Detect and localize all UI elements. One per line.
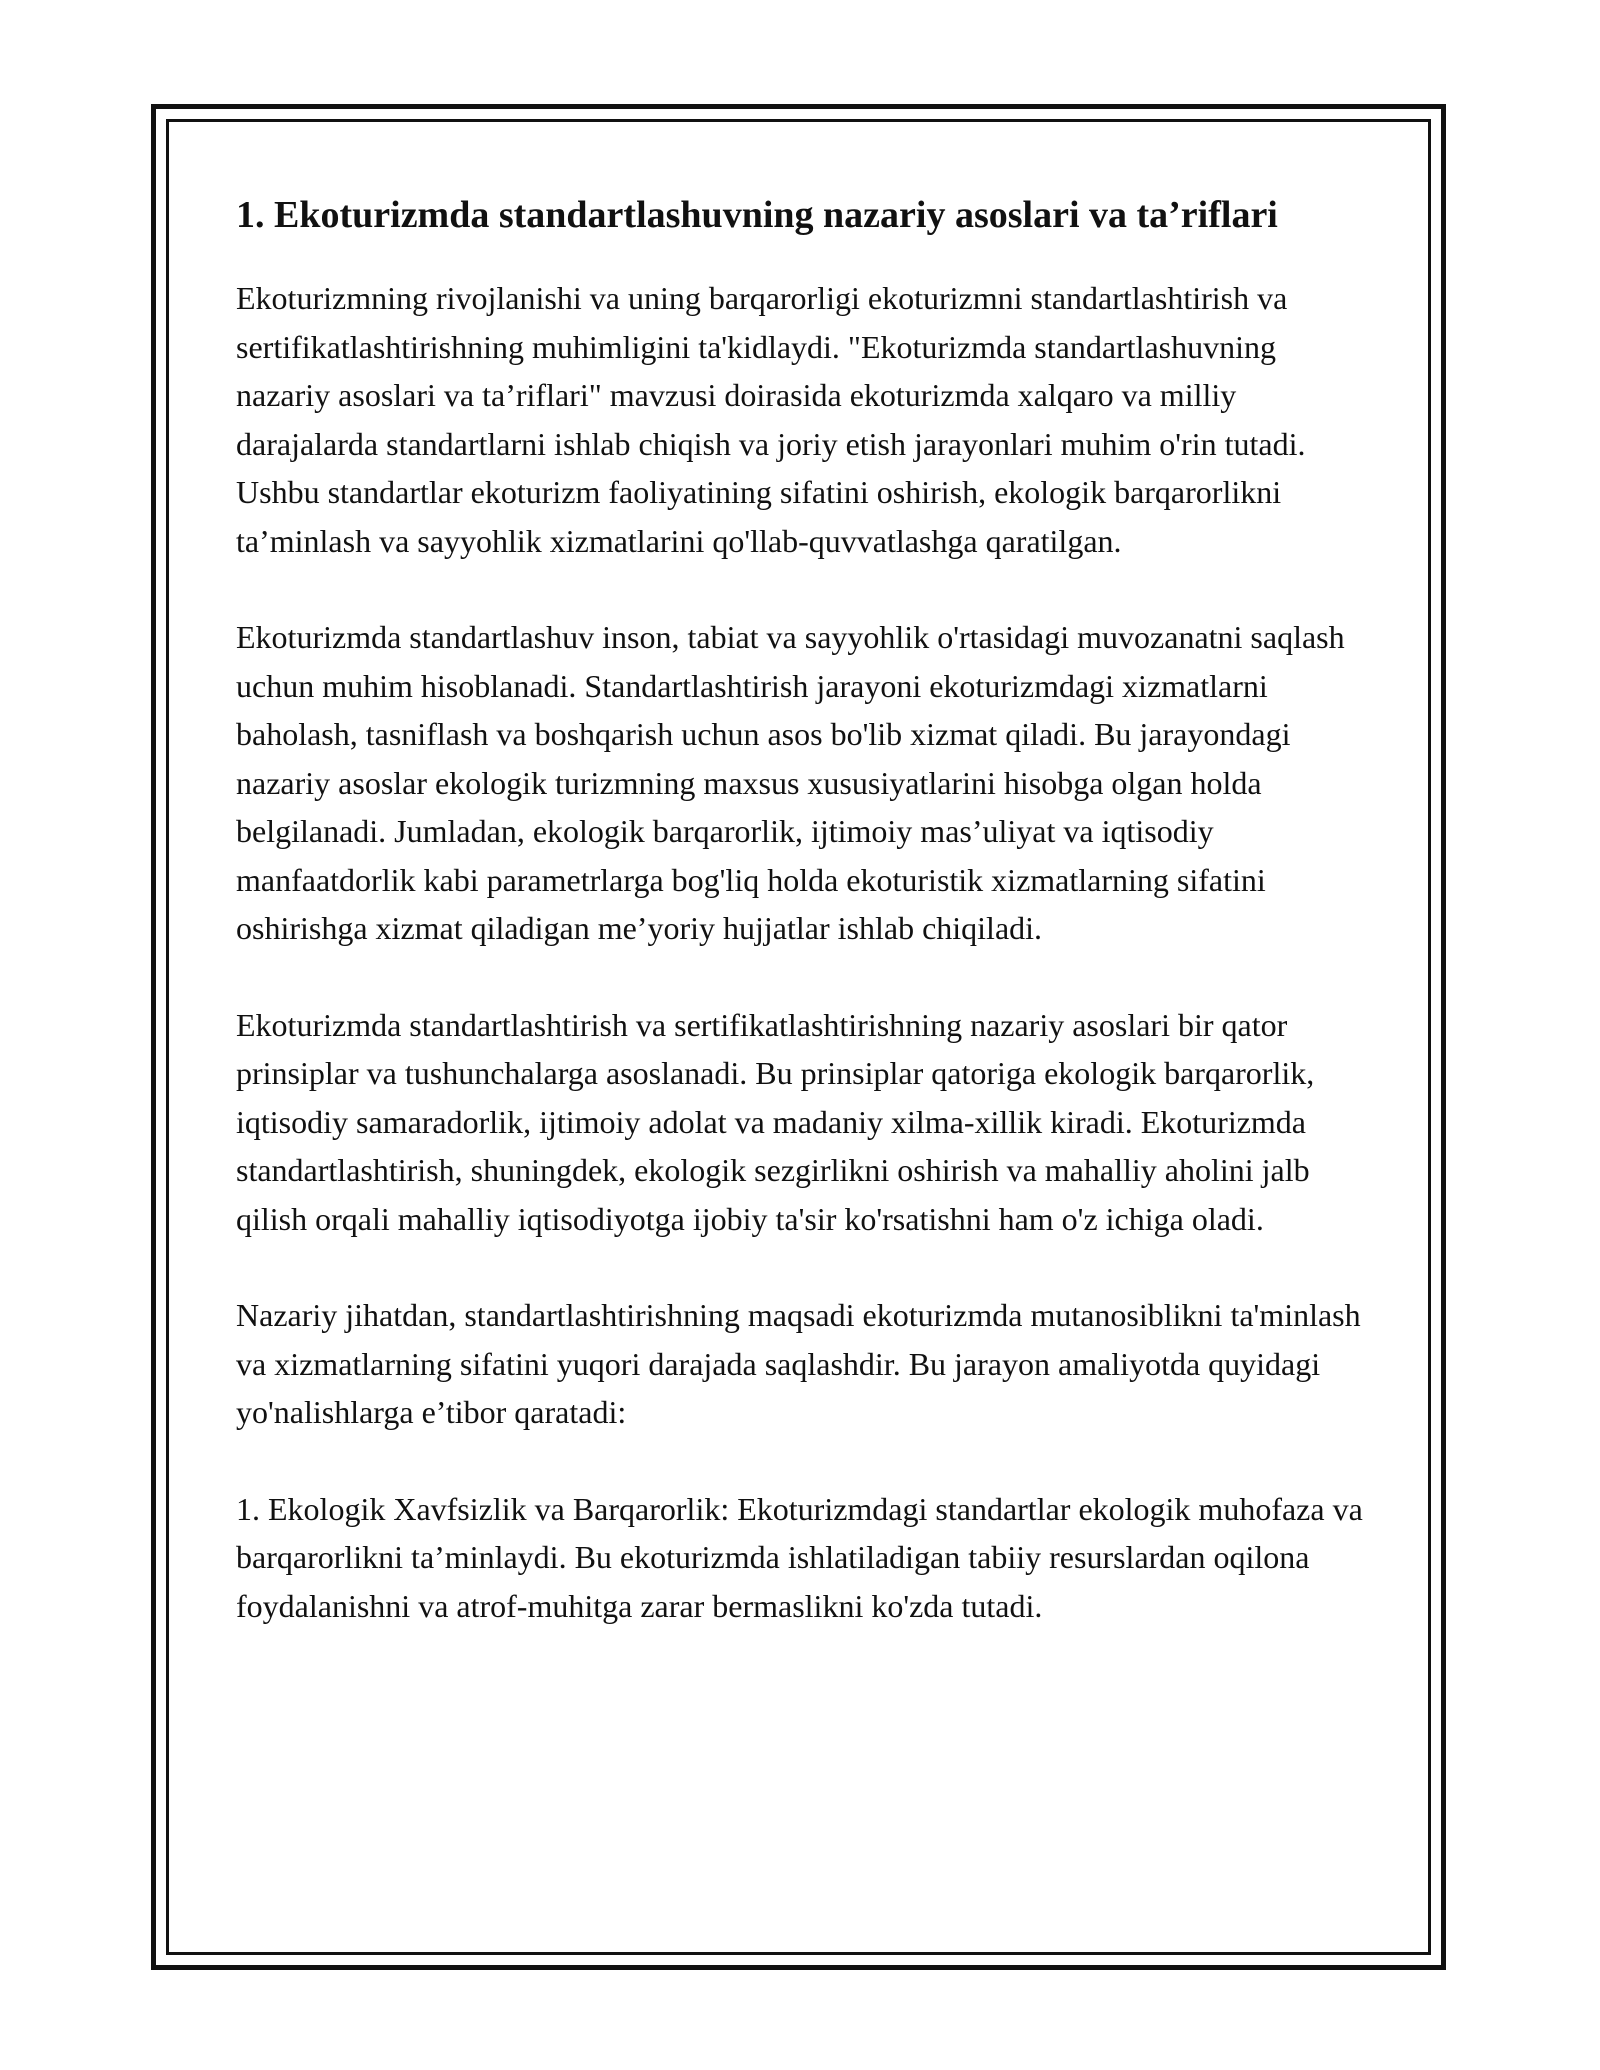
paragraph-4: Nazariy jihatdan, standartlashtirishning maqsadi ekoturizmda mutanosiblikni ta'minlash va xizmatlarning sifatini yuqori darajada saqlashdir. Bu jarayon amaliyotda quyidagi yo'nalishlarga e’tibor qaratadi: <box>236 1297 1361 1430</box>
paragraph-1: Ekoturizmning rivojlanishi va uning barqarorligi ekoturizmni standartlashtirish va sertifikatlashtirishning muhimligini ta'kidlaydi. "Ekoturizmda standartlashuvning nazariy asoslari va ta’riflari" mavzusi doirasida ekoturizmda xalqaro va milliy darajalarda standartlarni ishlab chiqish va joriy etish jarayonlari muhim o'rin tutadi. Ushbu standartlar ekoturizm faoliyatining sifatini oshirish, ekologik barqarorlikni ta’minlash va sayyohlik xizmatlarini qo'llab-quvvatlashga qaratilgan. <box>236 280 1306 559</box>
paragraph-2: Ekoturizmda standartlashuv inson, tabiat va sayyohlik o'rtasidagi muvozanatni saqlash uchun muhim hisoblanadi. Standartlashtirish jarayoni ekoturizmdagi xizmatlarni baholash, tasniflash va boshqarish uchun asos bo'lib xizmat qiladi. Bu jarayondagi nazariy asoslar ekologik turizmning maxsus xususiyatlarini hisobga olgan holda belgilanadi. Jumladan, ekologik barqarorlik, ijtimoiy mas’uliyat va iqtisodiy manfaatdorlik kabi parametrlarga bog'liq holda ekoturistik xizmatlarning sifatini oshirishga xizmat qiladigan me’yoriy hujjatlar ishlab chiqiladi. <box>236 619 1345 946</box>
section-heading: 1. Ekoturizmda standartlashuvning nazariy asoslari va ta’riflari <box>236 194 1278 236</box>
list-item-1: 1. Ekologik Xavfsizlik va Barqarorlik: Ekoturizmdagi standartlar ekologik muhofaza va barqarorlikni ta’minlaydi. Bu ekoturizmda ishlatiladigan tabiiy resurslardan oqilona foydalanishni va atrof-muhitga zarar bermaslikni ko'zda tutadi. <box>236 1490 1363 1624</box>
paragraph-3: Ekoturizmda standartlashtirish va sertifikatlashtirishning nazariy asoslari bir qator prinsiplar va tushunchalarga asoslanadi. Bu prinsiplar qatoriga ekologik barqarorlik, iqtisodiy samaradorlik, ijtimoiy adolat va madaniy xilma-xillik kiradi. Ekoturizmda standartlashtirish, shuningdek, ekologik sezgirlikni oshirish va mahalliy aholini jalb qilish orqali mahalliy iqtisodiyotga ijobiy ta'sir ko'rsatishni ham o'z ichiga oladi. <box>236 1006 1315 1237</box>
document-body <box>236 188 1376 1678</box>
